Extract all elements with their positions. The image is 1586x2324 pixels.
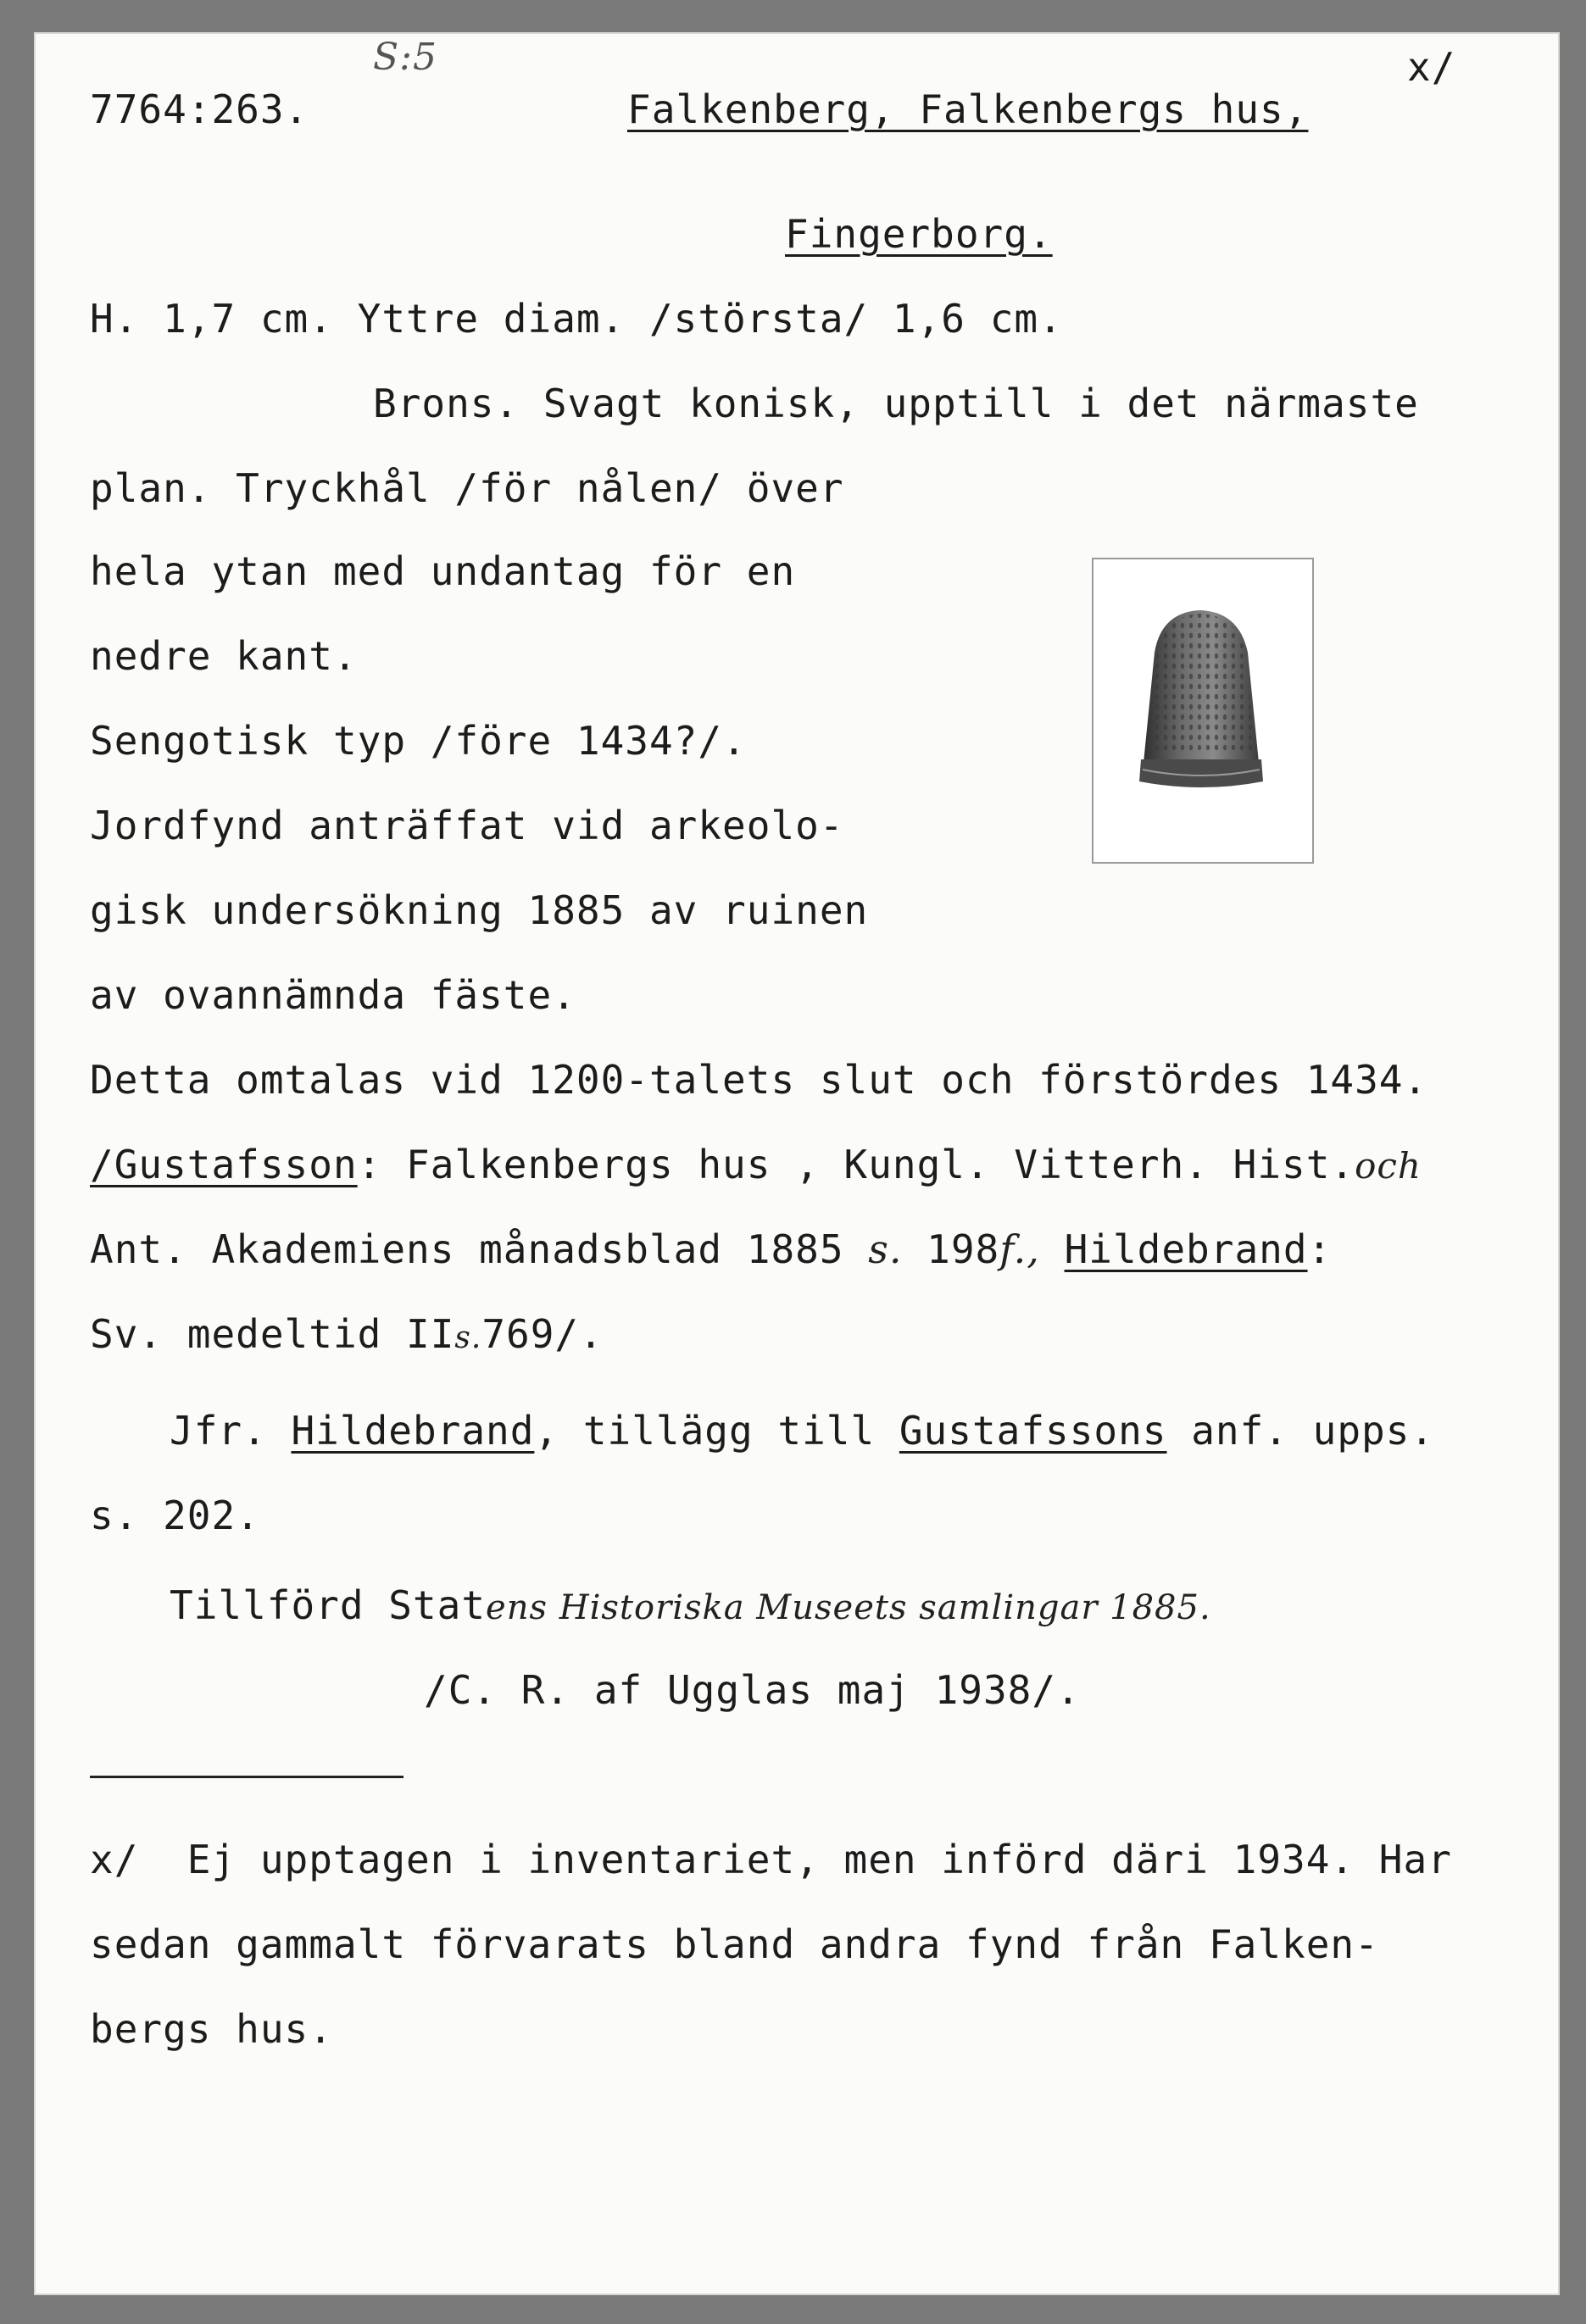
object-title: Fingerborg. bbox=[785, 211, 1053, 257]
handwritten-insert: ens Historiska Museets samlingar 1885. bbox=[486, 1588, 1211, 1627]
reference-line bbox=[90, 1226, 1333, 1272]
reference-line bbox=[90, 1142, 1422, 1187]
comparison-line bbox=[170, 1408, 1435, 1454]
thimble-image bbox=[1094, 559, 1312, 862]
reference-author: Hildebrand bbox=[291, 1408, 535, 1454]
reference-text: : Falkenbergs hus , Kungl. Vitterh. Hist. bbox=[357, 1142, 1355, 1187]
catalog-card bbox=[34, 32, 1560, 2295]
accession-typed: Tillförd Stat bbox=[170, 1582, 487, 1628]
author-signature: /C. R. af Ugglas maj 1938/. bbox=[424, 1667, 1081, 1713]
handwritten-insert: f., bbox=[999, 1226, 1040, 1272]
reference-author: Gustafssons bbox=[899, 1408, 1167, 1454]
description-line: nedre kant. bbox=[90, 633, 358, 679]
footnote-marker-top: x/ bbox=[1407, 44, 1456, 90]
description-line: plan. Tryckhål /för nålen/ över bbox=[90, 465, 844, 511]
thimble-photo bbox=[1092, 558, 1314, 864]
page-reference: s. 202. bbox=[90, 1493, 260, 1538]
history-line: Detta omtalas vid 1200-talets slut och förstördes 1434. bbox=[90, 1057, 1428, 1103]
footnote-line: x/ Ej upptagen i inventariet, men införd däri 1934. Har bbox=[90, 1837, 1452, 1882]
handwritten-insert: s. bbox=[868, 1226, 903, 1272]
provenance-line: gisk undersökning 1885 av ruinen bbox=[90, 887, 869, 933]
dating-line: Sengotisk typ /före 1434?/. bbox=[90, 718, 747, 764]
reference-text: Jfr. bbox=[170, 1408, 292, 1454]
reference-text: 198 bbox=[902, 1226, 1000, 1272]
reference-line bbox=[90, 1311, 604, 1357]
stamp-number: S:5 bbox=[373, 36, 437, 79]
description-line: Brons. Svagt konisk, upptill i det närmaste bbox=[373, 381, 1419, 426]
footnote-line: sedan gammalt förvarats bland andra fynd från Falken- bbox=[90, 1921, 1379, 1967]
reference-author: /Gustafsson bbox=[90, 1142, 358, 1187]
footnote-divider bbox=[90, 1776, 403, 1778]
handwritten-insert: och bbox=[1355, 1145, 1422, 1187]
description-line: hela ytan med undantag för en bbox=[90, 548, 796, 594]
reference-text: , tillägg till bbox=[534, 1408, 899, 1454]
reference-text: Sv. medeltid II bbox=[90, 1311, 455, 1357]
reference-text: 769/. bbox=[481, 1311, 604, 1357]
reference-text: : bbox=[1307, 1226, 1333, 1272]
inventory-number: 7764:263. bbox=[90, 86, 309, 132]
reference-author: Hildebrand bbox=[1064, 1226, 1308, 1272]
reference-text: Ant. Akademiens månadsblad 1885 bbox=[90, 1226, 869, 1272]
provenance-line: Jordfynd anträffat vid arkeolo- bbox=[90, 803, 844, 848]
footnote-line: bergs hus. bbox=[90, 2006, 333, 2052]
find-location: Falkenberg, Falkenbergs hus, bbox=[627, 86, 1309, 132]
provenance-line: av ovannämnda fäste. bbox=[90, 972, 576, 1018]
accession-line bbox=[170, 1582, 1211, 1628]
dimensions-line: H. 1,7 cm. Yttre diam. /största/ 1,6 cm. bbox=[90, 296, 1063, 342]
handwritten-insert: s. bbox=[454, 1320, 482, 1355]
reference-text: anf. upps. bbox=[1166, 1408, 1435, 1454]
